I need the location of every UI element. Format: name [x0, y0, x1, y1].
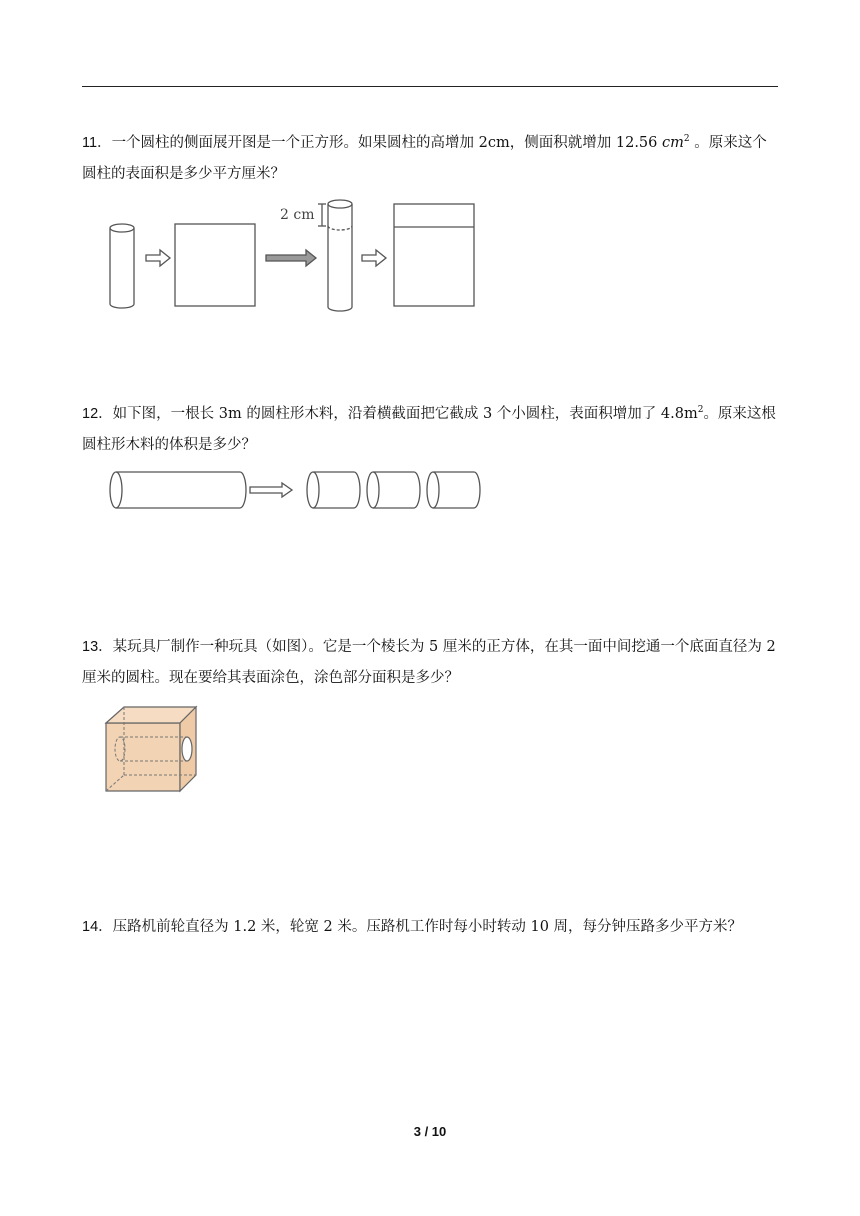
tall-cylinder-shape: [318, 200, 352, 311]
arrow-right-icon: [362, 250, 386, 266]
superscript-2: 2: [683, 134, 690, 144]
rectangle-shape: [394, 204, 474, 306]
question-text-part-2: 。原来这根圆柱形木料的体积是多少？: [82, 405, 776, 453]
long-cylinder-shape: [110, 472, 246, 508]
cylinder-unfold-figure: [100, 195, 490, 317]
question-text: 某玩具厂制作一种玩具（如图）。它是一个棱长为 5 厘米的正方体，在其一面中间挖通一个底面直径为 2 厘米的圆柱。现在要给其表面涂色，涂色部分面积是多少？: [82, 639, 776, 686]
header-rule: [82, 86, 778, 87]
question-number: 14．: [82, 919, 113, 935]
arrow-right-icon: [266, 250, 316, 266]
square-shape: [175, 224, 255, 306]
question-14: [82, 912, 778, 943]
small-cylinder-shape: [367, 472, 420, 508]
question-number: 12．: [82, 405, 113, 422]
arrow-right-icon: [250, 483, 292, 497]
arrow-right-icon: [146, 250, 170, 266]
small-cylinder-shape: [427, 472, 480, 508]
question-number: 13．: [82, 639, 113, 655]
page-number: 3 / 10: [413, 1124, 447, 1139]
height-label: 2 cm: [280, 207, 315, 223]
log-cut-figure: [100, 465, 490, 517]
question-text-part-1: 一个圆柱的侧面展开图是一个正方形。如果圆柱的高增加 2cm，侧面积就增加 12.56: [111, 134, 662, 151]
question-12: [82, 395, 778, 461]
superscript-2: 2: [697, 405, 704, 415]
question-text: 压路机前轮直径为 1.2 米，轮宽 2 米。压路机工作时每小时转动 10 周，每分钟压路多少平方米？: [112, 919, 743, 935]
question-text-part-1: 如下图，一根长 3m 的圆柱形木料，沿着横截面把它截成 3 个小圆柱，表面积增加了 4.8m: [112, 405, 698, 422]
unit-cm: cm: [662, 134, 684, 151]
hollow-cube-figure: [100, 703, 210, 799]
question-text-part-2: 。原来这个圆柱的表面积是多少平方厘米？: [82, 134, 767, 182]
question-number: 11．: [82, 134, 112, 151]
question-13: [82, 632, 778, 694]
question-11: [82, 124, 778, 190]
cylinder-shape: [110, 224, 134, 308]
small-cylinder-shape: [307, 472, 360, 508]
